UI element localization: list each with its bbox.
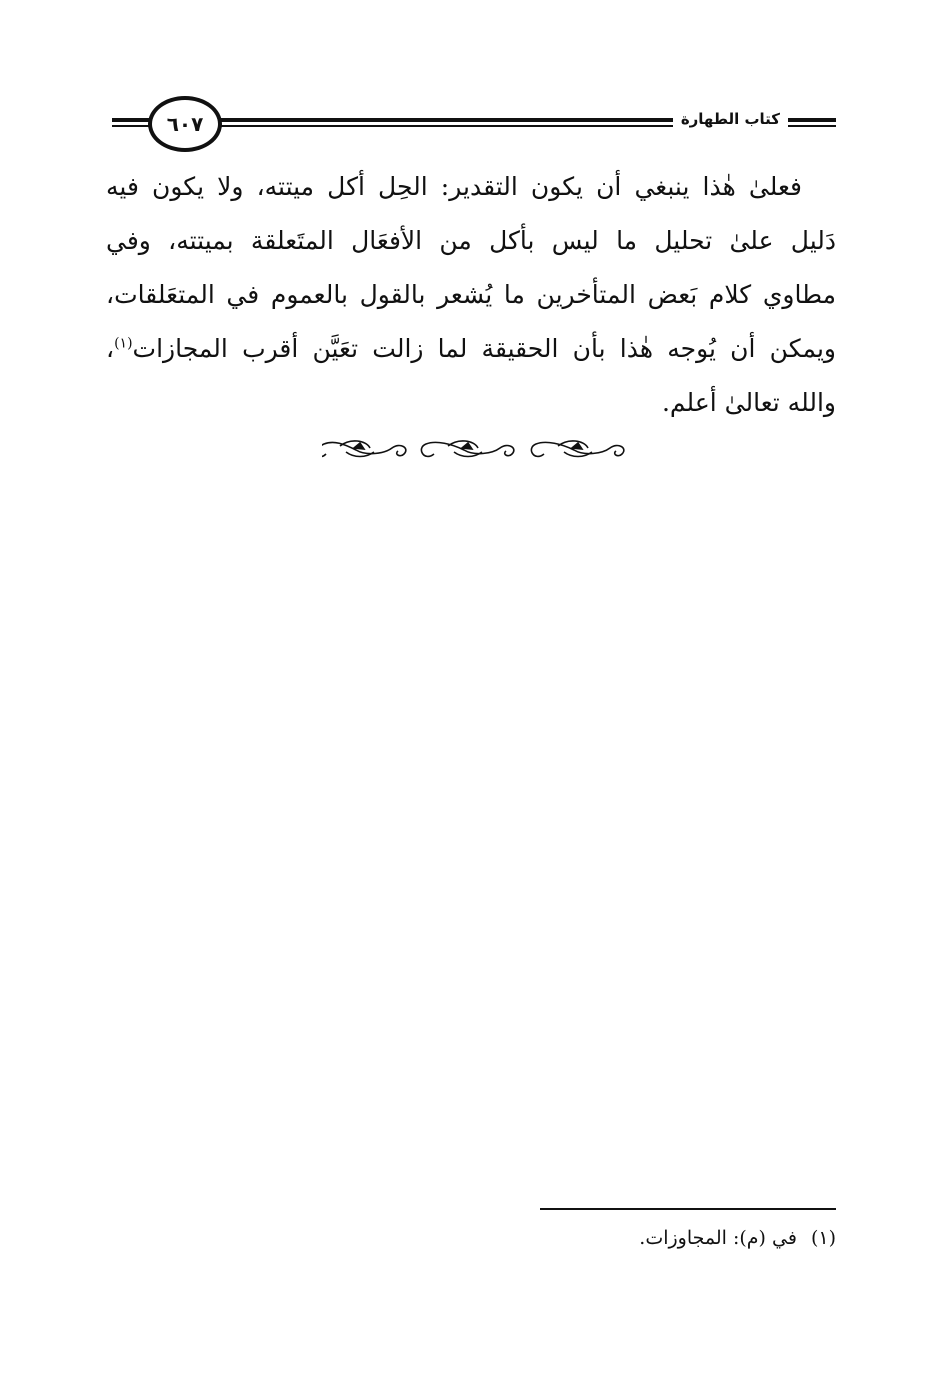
body-line-3: مطاوي كلام بَعض المتأخرين ما يُشعر بالقول بالعموم في المتعَلقات، — [106, 280, 836, 309]
footnote-reference[interactable]: (١) — [114, 335, 133, 352]
body-line-1-text: فعلىٰ هٰذا ينبغي أن يكون التقدير: الحِل أكل ميتته، ولا يكون فيه — [106, 172, 802, 201]
footnote-separator — [540, 1208, 836, 1210]
body-line-4-comma: ، — [106, 334, 115, 363]
page-number: ٦٠٧ — [166, 112, 204, 136]
ornament-divider-icon — [322, 432, 632, 466]
book-title: كتاب الطهارة — [673, 106, 788, 132]
body-text — [106, 160, 836, 430]
body-line-2: دَليل علىٰ تحليل ما ليس بأكل من الأفعَال المتَعلقة بميتته، وفي — [106, 226, 836, 255]
footnote-number: (١) — [810, 1227, 836, 1249]
body-line-1 — [106, 160, 836, 214]
running-header — [112, 96, 836, 160]
footnote-text: في (م): المجاوزات. — [639, 1227, 797, 1249]
ornament-unit-left — [322, 441, 406, 457]
ornament-unit-right — [531, 441, 623, 457]
footnote-1 — [639, 1220, 836, 1256]
body-line-4-text: ويمكن أن يُوجه هٰذا بأن الحقيقة لما زالت تعَيَّن أقرب المجازات — [132, 334, 836, 363]
header-tail-rule — [794, 118, 836, 122]
page-number-circle — [148, 96, 222, 152]
body-line-4 — [106, 322, 836, 376]
ornament-unit-center — [421, 441, 513, 457]
body-line-5: والله تعالىٰ أعلم. — [661, 388, 836, 417]
